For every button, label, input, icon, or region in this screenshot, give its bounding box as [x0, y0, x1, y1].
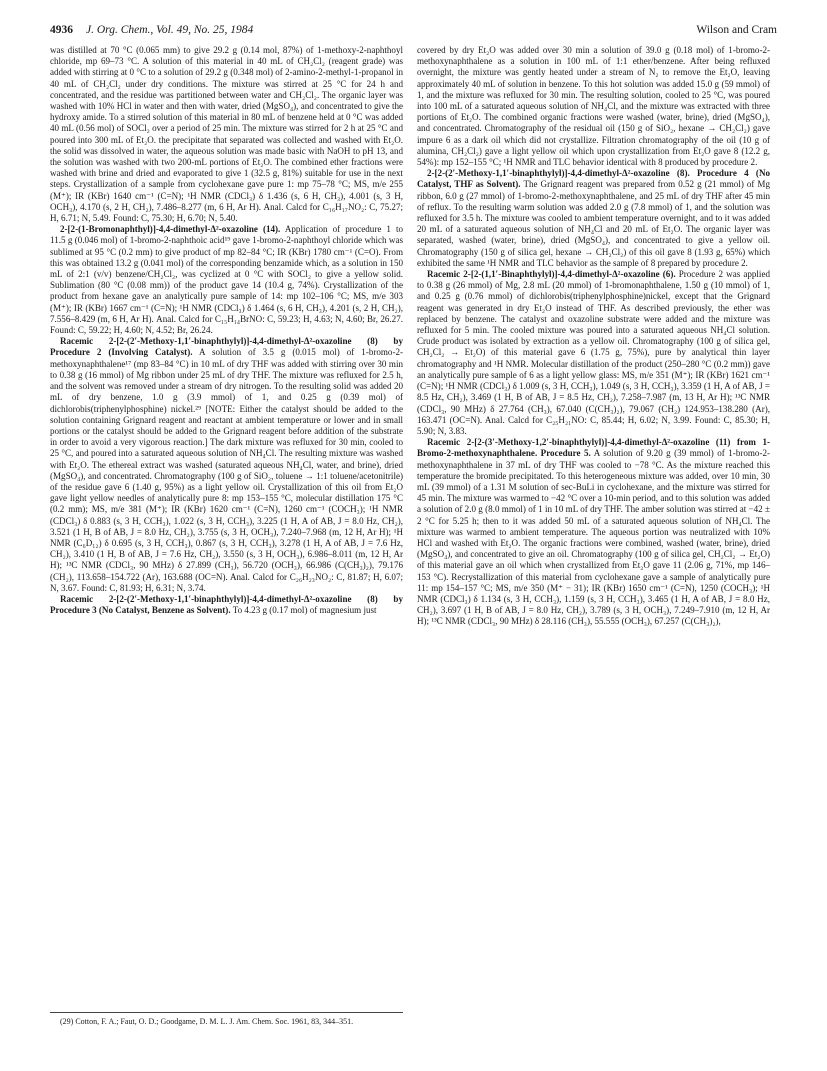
running-header	[50, 24, 777, 38]
paragraph-heading: Racemic 2-[2-(2′-Methoxy-1,1′-binaphthylyl)]-4,4-dimethyl-Δ²-oxazoline (8) by Procedure 2 (Involving Catalyst).	[50, 336, 403, 358]
journal-citation: J. Org. Chem., Vol. 49, No. 25, 1984	[86, 24, 254, 36]
paragraph-text: To 4.23 g (0.17 mol) of magnesium just	[232, 605, 377, 616]
footnotes	[50, 1017, 403, 1027]
paragraph	[417, 269, 770, 437]
paragraph-text: Procedure 2 was applied to 0.38 g (26 mmol) of Mg, 2.8 mL (20 mmol) of 1-bromonaphthalene, 1.50 g (10 mmol) of 1, and 0.25 g (0.76 mmol) of dichlorobis(triphenylphosphine)nickel, except that the Grignard reagent was generated in dry Et₂O instead of THF. As described previously, the ether was replaced by benzene. The catalyst and oxazoline substrate were added and the mixture was refluxed for 5 min. The cooled mixture was poured into a saturated aqueous NH₄Cl solution. Crude product was isolated by extraction as a yellow oil. Chromatography (100 g of silica gel, CH₂Cl₂ → Et₂O) of this material gave 6 (1.75 g, 75%), pure by analytical thin layer chromatography and ¹H NMR. Molecular distillation of the product (250–280 °C (0.2 mm)) gave an analytically pure sample of 6 as a light yellow glass: MS, m/e 351 (M⁺); IR (KBr) 1621 cm⁻¹ (C=N); ¹H NMR (CDCl₃) δ 1.009 (s, 3 H, CCH₃), 1.049 (s, 3 H, CCH₃), 3.359 (1 H, A of AB, J = 8.5 Hz, CH₂), 3.469 (1 H, B of AB, J = 8.5 Hz, CH₂), 7.258–7.987 (m, 13 H, Ar H); ¹³C NMR (CDCl₃, 90 MHz) δ 27.764 (CH₃), 67.040 (C(CH₃)₂), 79.067 (CH₂) 124.953–138.280 (Ar), 163.471 (OC=N). Anal. Calcd for C₂₅H₂₁NO: C, 85.44; H, 6.02; N, 3.99. Found: C, 85.30; H, 5.90; N, 3.83.	[417, 269, 770, 436]
footnote-rule	[50, 1012, 403, 1013]
right-column	[417, 45, 770, 628]
paragraph-heading: Racemic 2-[2-(2′-Methoxy-1,1′-binaphthylyl)]-4,4-dimethyl-Δ²-oxazoline (8) by Procedure 3 (No Catalyst, Benzene as Solvent).	[50, 593, 403, 616]
paragraph-text: A solution of 3.5 g (0.015 mol) of 1-bromo-2-methoxynaphthalene¹⁷ (mp 83–84 °C) in 10 mL of dry THF was added with stirring over 30 min to 0.38 g (16 mmol) of Mg ribbon under 25 mL of dry THF. The mixture was refluxed for 2.5 h, and the solvent was removed under a stream of dry nitrogen. To the resulting solid was added 20 mL of dry benzene, 1.0 g (3.9 mmol) of 1, and 0.25 g (0.39 mol) of dichlorobis(triphenylphosphine) nickel.²⁹ [NOTE: Either the catalyst should be added to the solution containing Grignard reagent and reactant at ambient temperature or lower and in small portions or the catalyst should be added to the Grignard reagent before addition of the substrate in order to avoid a very vigorous reaction.] The dark mixture was refluxed for 30 min, cooled to 25 °C, and poured into a saturated aqueous solution of NH₄Cl. The resulting mixture was washed with Et₂O. The ethereal extract was washed (saturated aqueous NH₄Cl, water, and brine), dried (MgSO₄), and concentrated. Chromatography (100 g of SiO₂, toluene → 1:1 toluene/acetonitrile) of the residue gave 6 (1.40 g, 95%) as a light yellow oil. Crystallization of this oil from Et₂O gave light yellow needles of analytically pure 8: mp 153–155 °C, molecular distillation 175 °C (0.2 mm); MS, m/e 381 (M⁺); IR (KBr) 1620 cm⁻¹ (C=N), 1260 cm⁻¹ (COCH₃); ¹H NMR (CDCl₃) δ 0.883 (s, 3 H, CCH₃), 1.022 (s, 3 H, CCH₃), 3.225 (1 H, A of AB, J = 8.0 Hz, CH₂), 3.521 (1 H, B of AB, J = 8.0 Hz, CH₂), 3.755 (s, 3 H, OCH₃), 7.240–7.968 (m, 12 H, Ar H); ¹H NMR (C₆D₁₂) δ 0.695 (s, 3 H, CCH₃), 0.867 (s, 3 H, CCH₃), 3.278 (1 H, A of AB, J = 7.6 Hz, CH₂), 3.410 (1 H, B of AB, J = 7.6 Hz, CH₂), 3.550 (s, 3 H, OCH₃), 6.986–8.011 (m, 12 H, Ar H); ¹³C NMR (CDCl₃, 90 MHz) δ 27.899 (CH₃), 56.720 (OCH₃), 66.986 (C(CH₃)₂), 79.176 (CH₂), 113.658–154.722 (Ar), 163.688 (OC=N). Anal. Calcd for C₂₆H₂₃NO₂: C, 81.87; H, 6.07; N, 3.67. Found: C, 81.93; H, 6.31; N, 3.74.	[50, 347, 403, 593]
footnote-29: (29) Cotton, F. A.; Faut, O. D.; Goodgame, D. M. L. J. Am. Chem. Soc. 1961, 83, 344–351.	[60, 1017, 354, 1026]
paragraph	[50, 45, 403, 224]
paragraph-heading: Racemic 2-[2-(1,1′-Binaphthylyl)]-4,4-dimethyl-Δ²-oxazoline (6).	[427, 269, 676, 280]
paragraph	[50, 336, 403, 594]
running-authors: Wilson and Cram	[696, 24, 777, 36]
left-column	[50, 45, 403, 616]
paragraph	[417, 45, 770, 168]
paragraph-text: was distilled at 70 °C (0.065 mm) to give 29.2 g (0.14 mol, 87%) of 1-methoxy-2-naphthoyl chloride, mp 69–73 °C. A solution of this material in 40 mL of CH₂Cl₂ (reagent grade) was added with stirring at 0 °C to a solution of 29.2 g (0.348 mol) of 2-amino-2-methyl-1-propanol in 40 mL of CH₂Cl₂ under dry conditions. The mixture was stirred at 25 °C for 24 h and concentrated, and the residue was partitioned between water and CH₂Cl₂. The organic layer was washed with 10% HCl in water and then with water, dried (MgSO₄), and concentrated to give the hydroxy amide. To a stirred solution of this material in 80 mL of benzene held at 0 °C was added 40 mL (0.56 mol) of SOCl₂ over a period of 25 min. The mixture was stirred for 2 h at 25 °C and poured into 300 mL of Et₂O. the precipitate that separated was collected and washed with Et₂O. the solid was dissolved in water, the aqueous solution was made basic with NaOH to pH 13, and the solution was washed with two 200-mL portions of Et₂O. The combined ether fractions were washed with brine and dried and evaporated to give 1 (32.5 g, 81%) suitable for use in the next steps. Crystallization of a sample from cyclohexane gave pure 1: mp 75–78 °C; MS, m/e 255 (M⁺); IR (KBr) 1640 cm⁻¹ (C=N); ¹H NMR (CDCl₃) δ 1.436 (s, 6 H, CH₃), 4.001 (s, 3 H, OCH₃), 4.170 (s, 2 H, CH₂), 7.486–8.277 (m, 6 H, Ar H). Anal. Calcd for C₁₆H₁₇NO₂: C, 75.27; H, 6.71; N, 5.49. Found: C, 75.30; H, 6.70; N, 5.40.	[50, 45, 403, 224]
page-number: 4936	[50, 24, 73, 36]
paragraph-text: A solution of 9.20 g (39 mmol) of 1-bromo-2-methoxynaphthalene in 37 mL of dry THF was cooled to −78 °C. As the mixture reached this temperature the bromide precipitated. To this heterogeneous mixture was added, over 10 min, 30 mL (39 mmol) of a 1.31 M solution of sec-BuLi in cyclohexane, and the mixture was stirred for 45 min. The mixture was warmed to −42 °C over a 10-min period, and to this solution was added a solution of 2.0 g (8.0 mmol) of 1 in 10 mL of dry THF. The amber solution was stirred at −42 ± 2 °C for 5.25 h; then to it was added 50 mL of a saturated aqueous solution of NH₄Cl. The mixture was warmed to ambient temperature. The aqueous portion was neutralized with 10% HCl and washed with Et₂O. The organic fractions were combined, washed (water, brine), dried (MgSO₄), and concentrated to give an oil. Chromatography (100 g of silica gel, CH₂Cl₂ → Et₂O) of this material gave an oil which when crystallized from Et₂O gave 11 (2.06 g, 71%, mp 146–153 °C). Recrystallization of this material from cyclohexane gave a sample of analytically pure 11: mp 154–157 °C; MS, m/e 350 (M⁺ − 31); IR (KBr) 1650 cm⁻¹ (C=N), 1250 (COCH₃); ¹H NMR (CDCl₃) δ 1.134 (s, 3 H, CCH₃), 1.159 (s, 3 H, CCH₃), 3.465 (1 H, A of AB, J = 8.0 Hz, CH₂), 3.697 (1 H, B of AB, J = 8.0 Hz, CH₂), 3.789 (s, 3 H, OCH₃), 7.249–7.910 (m, 12 H, Ar H); ¹³C NMR (CDCl₃, 90 MHz) δ 28.116 (CH₃), 55.555 (OCH₃), 67.257 (C(CH₃)₂),	[417, 448, 770, 627]
paragraph	[417, 168, 770, 269]
paragraph-text: Application of procedure 1 to 11.5 g (0.046 mol) of 1-bromo-2-naphthoic acid¹⁹ gave 1-bromo-2-naphthoyl chloride which was sublimed at 95 °C (0.2 mm) to give product of mp 82–84 °C; IR (KBr) 1780 cm⁻¹ (C=O). From this was obtained 13.2 g (0.041 mol) of the corresponding benzamide which, as a solution in 150 mL of 2:1 (v/v) benzene/CH₂Cl₂, was cyclized at 0 °C with SOCl₂ to give a yellow solid. Sublimation (80 °C (0.08 mm)) of the product gave 14 (10.4 g, 74%). Crystallization of the product from hexane gave an analytically pure sample of 14: mp 102–106 °C; MS, m/e 303 (M⁺); IR (KBr) 1667 cm⁻¹ (C=N); ¹H NMR (CDCl₃) δ 1.464 (s, 6 H, CH₃), 4.201 (s, 2 H, CH₂), 7.556–8.429 (m, 6 H, Ar H). Anal. Calcd for C₁₅H₁₄BrNO: C, 59.23; H, 4.63; N, 4.60; Br, 26.27. Found: C, 59.22; H, 4.60; N, 4.52; Br, 26.24.	[50, 224, 403, 336]
paragraph	[50, 224, 403, 336]
paragraph	[50, 594, 403, 616]
paragraph	[417, 437, 770, 627]
paragraph-heading: 2-[2-(1-Bromonaphthyl)]-4,4-dimethyl-Δ²-oxazoline (14).	[60, 224, 281, 235]
paragraph-text: covered by dry Et₂O was added over 30 min a solution of 39.0 g (0.18 mol) of 1-bromo-2-methoxynaphthalene as a solution in 100 mL of 1:1 ether/benzene. After being refluxed overnight, the mixture was gently heated under a stream of N₂ to remove the Et₂O, leaving approximately 40 mL of solution in benzene. To this hot solution was added 15.0 g (59 mmol) of 1, and the mixture was refluxed for 30 min. The resulting solution, cooled to 25 °C, was poured into 100 mL of a saturated aqueous solution of NH₄Cl, and the mixture was extracted with three portions of Et₂O. The combined organic fractions were washed (water, brine), dried (MgSO₄), and concentrated. Chromatography of the residual oil (150 g of SiO₂, hexane → CH₂Cl₂) gave impure 6 as a dark oil which did not crystallize. Filtration chromatography of the oil (10 g of alumina, CH₂Cl₂) gave a light yellow oil which upon crystallization from Et₂O gave 8 (12.2 g, 54%): mp 152–155 °C; ¹H NMR and TLC behavior identical with 8 produced by procedure 2.	[417, 45, 770, 168]
paragraph-heading: Racemic 2-[2-(3′-Methoxy-1,2′-binaphthylyl)]-4,4-dimethyl-Δ²-oxazoline (11) from 1-Bromo-2-methoxynaphthalene. Procedure 5.	[417, 437, 770, 459]
paragraph-text: The Grignard reagent was prepared from 0.52 g (21 mmol) of Mg ribbon, 6.0 g (27 mmol) of 1-bromo-2-methoxynaphthalene, and 25 mL of dry THF after 45 min of reflux. To the resulting warm solution was added 2.0 g (7.8 mmol) of 1, and the solution was refluxed for 3.5 h. The mixture was cooled to ambient temperature overnight, and to it was added 20 mL of a saturated aqueous solution of NH₄Cl and 20 mL of Et₂O. The organic layer was separated, washed (water, brine), dried (MgSO₄), and concentrated to give a yellow oil. Chromatography (150 g of silica gel, hexane → CH₂Cl₂) of this oil gave 8 (1.93 g, 65%) which exhibited the same ¹H NMR and TLC behavior as the sample of 8 prepared by procedure 2.	[417, 179, 771, 268]
paragraph-heading: 2-[2-(2′-Methoxy-1,1′-binaphthylyl)]-4,4-dimethyl-Δ²-oxazoline (8). Procedure 4 (No Catalyst, THF as Solvent).	[417, 168, 770, 190]
